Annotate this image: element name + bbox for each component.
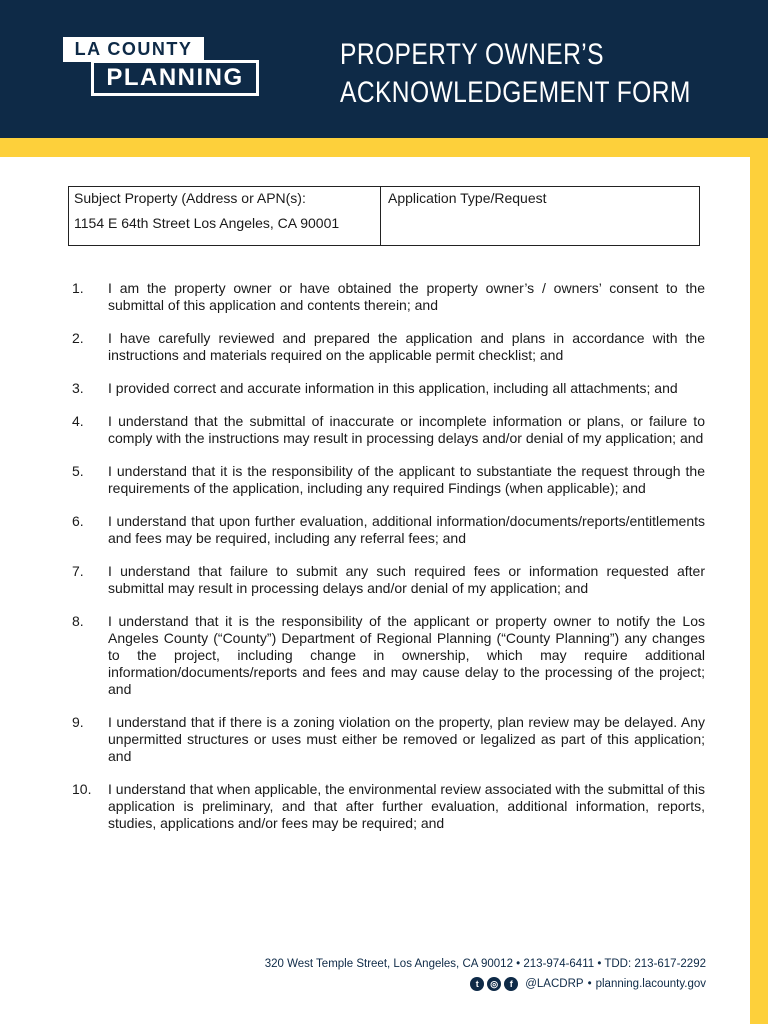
list-item-number: 3. — [72, 380, 84, 396]
footer-address: 320 West Temple Street, Los Angeles, CA 90012 • 213-974-6411 • TDD: 213-617-2292 — [264, 958, 706, 970]
facebook-icon[interactable]: f — [504, 977, 518, 991]
list-item-text: I understand that the submittal of inaccurate or incomplete information or plans, or failure to comply with the instructions may result in processing delays and/or denial of my application; and — [108, 413, 705, 446]
list-item-text: I understand that if there is a zoning violation on the property, plan review may be delayed. Any unpermitted structures or uses must either be removed or legalized as part of this application; and — [108, 714, 705, 764]
list-item — [72, 513, 705, 547]
list-item-text: I provided correct and accurate information in this application, including all attachments; and — [108, 380, 678, 396]
instagram-icon[interactable]: ◎ — [487, 977, 501, 991]
list-item-number: 1. — [72, 280, 84, 296]
twitter-icon[interactable]: t — [470, 977, 484, 991]
subject-property-value: 1154 E 64th Street Los Angeles, CA 90001 — [74, 215, 340, 231]
social-handle[interactable]: @LACDRP — [525, 978, 584, 990]
list-item-number: 10. — [72, 781, 92, 797]
logo-la-county: LA COUNTY — [63, 37, 204, 62]
accent-band — [0, 138, 768, 157]
application-type-label: Application Type/Request — [388, 190, 547, 206]
list-item-number: 4. — [72, 413, 84, 429]
subject-property-label: Subject Property (Address or APN(s): — [74, 190, 306, 206]
list-item — [72, 781, 705, 832]
list-item-text: I understand that failure to submit any such required fees or information requested after submittal may result in processing delays and/or denial of my application; and — [108, 563, 705, 596]
list-item-text: I understand that when applicable, the environmental review associated with the submittal of this application is preliminary, and that after further evaluation, additional information, reports, studies, applications and/or fees may be required; and — [108, 781, 705, 831]
list-item-number: 7. — [72, 563, 84, 579]
list-item-number: 9. — [72, 714, 84, 730]
list-item-number: 5. — [72, 463, 84, 479]
list-item — [72, 380, 705, 397]
form-title-line1: PROPERTY OWNER’S — [340, 38, 605, 71]
list-item — [72, 563, 705, 597]
footer-social — [470, 977, 706, 991]
list-item-number: 6. — [72, 513, 84, 529]
list-item — [72, 463, 705, 497]
list-item — [72, 714, 705, 765]
logo-planning: PLANNING — [91, 60, 259, 96]
list-item-text: I have carefully reviewed and prepared the application and plans in accordance with the instructions and materials required on the applicable permit checklist; and — [108, 330, 705, 363]
header-banner — [0, 0, 768, 138]
list-item-number: 2. — [72, 330, 84, 346]
property-info-table — [68, 186, 700, 246]
application-type-cell — [381, 187, 699, 245]
footer-separator: • — [587, 978, 592, 990]
form-title-line2: ACKNOWLEDGEMENT FORM — [340, 76, 691, 109]
list-item — [72, 330, 705, 364]
list-item — [72, 413, 705, 447]
list-item — [72, 613, 705, 698]
list-item-text: I understand that upon further evaluation, additional information/documents/reports/entitlements and fees may be required, including any referral fees; and — [108, 513, 705, 546]
accent-side-bar — [750, 157, 768, 1024]
list-item-number: 8. — [72, 613, 84, 629]
list-item-text: I understand that it is the responsibility of the applicant or property owner to notify the Los Angeles County (“County”) Department of Regional Planning (“County Planning”) any changes to the project, including change in ownership, which may require additional information/documents/reports and fees and may cause delay to the processing of the project; and — [108, 613, 705, 697]
acknowledgement-list — [72, 280, 705, 832]
list-item-text: I understand that it is the responsibility of the applicant to substantiate the request through the requirements of the application, including any required Findings (when applicable); and — [108, 463, 705, 496]
list-item — [72, 280, 705, 314]
list-item-text: I am the property owner or have obtained the property owner’s / owners’ consent to the submittal of this application and contents therein; and — [108, 280, 705, 313]
website-link[interactable]: planning.lacounty.gov — [595, 978, 706, 990]
subject-property-cell — [69, 187, 381, 245]
form-title — [340, 36, 691, 112]
